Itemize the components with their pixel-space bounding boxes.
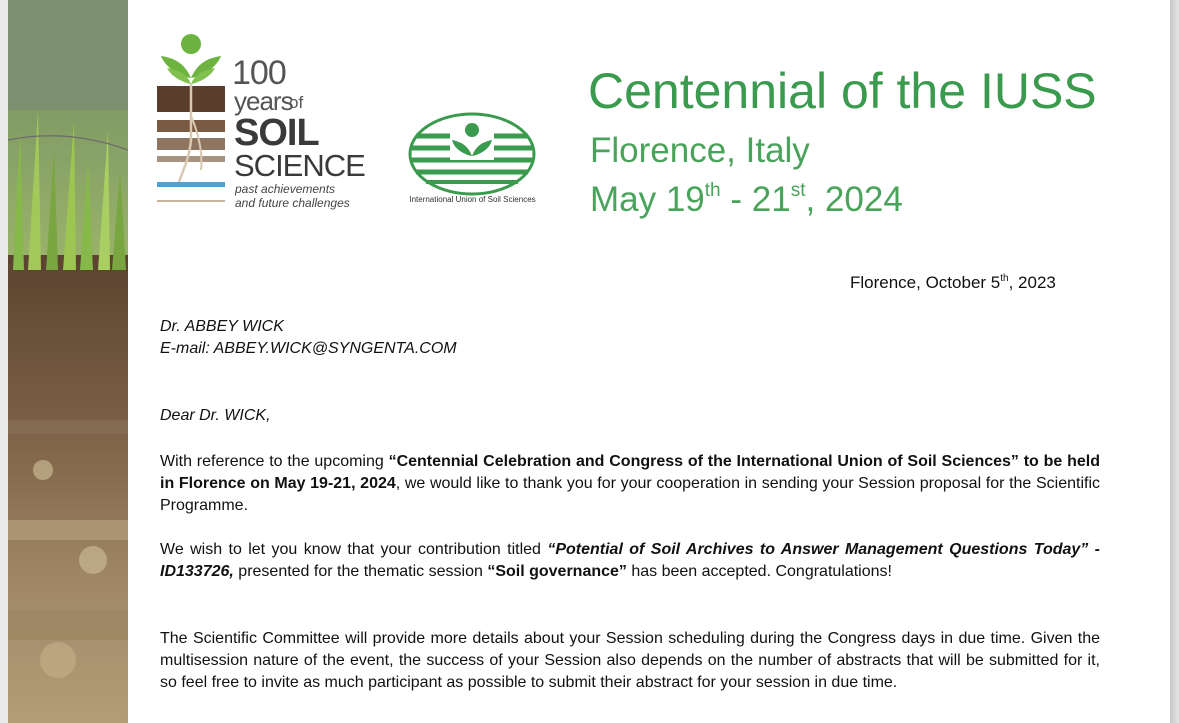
- logo-of: of: [289, 93, 304, 112]
- logo-soil: SOIL: [234, 112, 319, 154]
- paragraph-3: The Scientific Committee will provide more details about your Session scheduling during the Congress days in due time. Given the multisession nature of the event, the success of your Session also depends on the number of abstracts that will be submitted for it, so feel free to invite as much participant as possible to submit their abstract for your session in due time.: [160, 630, 1100, 691]
- centennial-logo: [155, 20, 370, 215]
- paragraph-1: [160, 451, 1100, 517]
- p1-text-c: , we would like to thank you for your cooperation in sending your Session proposal for the Scientific Programme.: [160, 475, 1100, 514]
- event-dates-sup2: st: [790, 180, 806, 201]
- recipient-email: E-mail: ABBEY.WICK@SYNGENTA.COM: [160, 340, 457, 357]
- event-title: Centennial of the IUSS: [588, 63, 1097, 119]
- page-edge-left: [0, 0, 8, 723]
- p1-event-name: “Centennial Celebration and Congress of the International Union of Soil Sciences” to be held in Florence on May 19-21, 2024: [160, 453, 1100, 492]
- event-dates-start: May 19: [590, 180, 705, 219]
- paragraph-2: [160, 539, 1100, 583]
- event-location: Florence, Italy: [590, 131, 810, 170]
- p2-contribution-title: “Potential of Soil Archives to Answer Management Questions Today” - ID133726,: [160, 541, 1101, 580]
- letter-date: [850, 273, 1056, 293]
- iuss-caption: International Union of Soil Sciences: [409, 195, 536, 204]
- logo-years: years: [234, 86, 293, 116]
- letter-date-prefix: Florence, October 5: [850, 273, 1001, 292]
- soil-profile-image: [8, 0, 128, 723]
- p2-text-e: has been accepted. Congratulations!: [626, 563, 892, 580]
- salutation: Dear Dr. WICK,: [160, 407, 271, 424]
- event-dates: [590, 181, 903, 217]
- p1-text-a: With reference to the upcoming: [160, 453, 389, 470]
- logo-tagline-1: past achievements: [235, 182, 336, 196]
- p2-session-name: “Soil governance”: [487, 563, 627, 580]
- page-edge-right: [1170, 0, 1179, 723]
- letter-date-sup: th: [1000, 273, 1009, 284]
- event-dates-end: , 2024: [805, 180, 903, 219]
- p2-text-a: We wish to let you know that your contribution titled: [160, 541, 548, 558]
- logo-tagline-2: and future challenges: [235, 196, 350, 210]
- letter-date-suffix: , 2023: [1008, 273, 1056, 292]
- event-dates-sup1: th: [704, 180, 721, 201]
- logo-science: SCIENCE: [234, 148, 365, 183]
- logo-number: 100: [232, 54, 286, 92]
- recipient-name: Dr. ABBEY WICK: [160, 318, 284, 335]
- event-dates-mid: - 21: [720, 180, 791, 219]
- p2-text-c: presented for the thematic session: [233, 563, 488, 580]
